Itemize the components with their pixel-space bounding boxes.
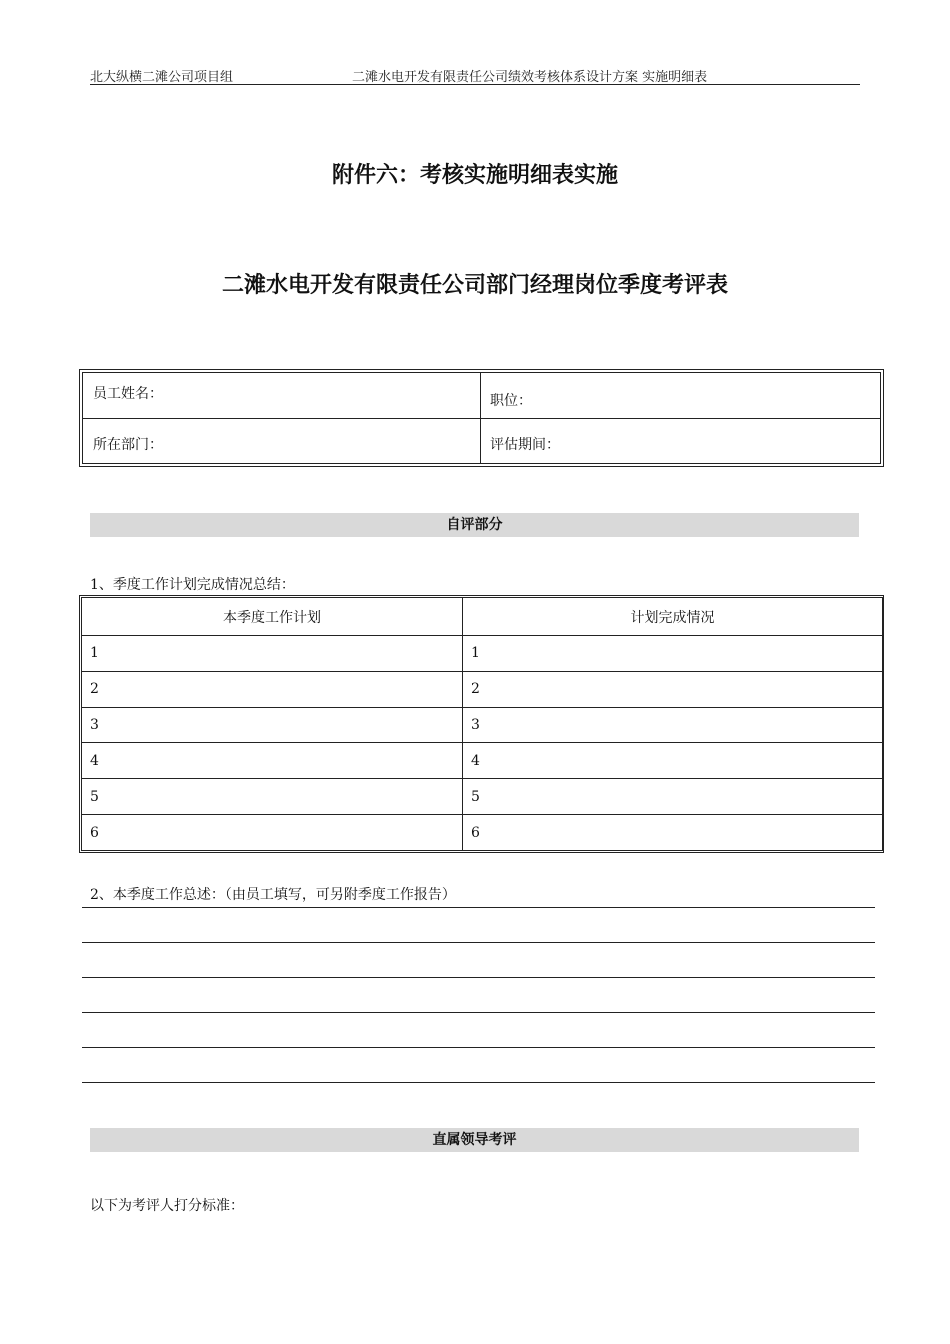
plan-cell: 3	[82, 707, 463, 743]
plan-table	[81, 597, 883, 851]
writing-line	[82, 1082, 875, 1083]
page-header	[90, 64, 860, 85]
writing-line	[82, 1012, 875, 1013]
completion-cell: 2	[463, 671, 883, 707]
evaluation-period-label: 评估期间：	[490, 437, 560, 453]
completion-cell: 1	[463, 636, 883, 672]
plan-cell: 5	[82, 779, 463, 815]
table-row	[82, 671, 883, 707]
employee-info-table	[79, 369, 884, 467]
plan-cell: 4	[82, 743, 463, 779]
page-title: 附件六：考核实施明细表实施	[331, 163, 618, 188]
position-label: 职位：	[490, 393, 532, 409]
table-row	[82, 707, 883, 743]
department-label: 所在部门：	[93, 437, 163, 453]
plan-cell: 2	[82, 671, 463, 707]
table-row	[82, 815, 883, 851]
work-summary-heading: 2、本季度工作总述：（由员工填写，可另附季度工作报告）	[90, 887, 456, 903]
writing-line	[82, 977, 875, 978]
completion-cell: 6	[463, 815, 883, 851]
plan-cell: 6	[82, 815, 463, 851]
table-row	[82, 743, 883, 779]
header-right: 二滩水电开发有限责任公司绩效考核体系设计方案 实施明细表	[352, 70, 708, 85]
plan-table-frame	[79, 595, 884, 853]
table-row	[82, 636, 883, 672]
writing-line	[82, 907, 875, 908]
plan-header: 本季度工作计划	[82, 598, 463, 636]
form-title: 二滩水电开发有限责任公司部门经理岗位季度考评表	[221, 273, 728, 298]
header-left: 北大纵横二滩公司项目组	[90, 70, 234, 85]
writing-line	[82, 942, 875, 943]
writing-line	[82, 1047, 875, 1048]
scoring-criteria-intro: 以下为考评人打分标准：	[90, 1198, 244, 1214]
plan-cell: 1	[82, 636, 463, 672]
completion-cell: 3	[463, 707, 883, 743]
leader-eval-bar: 直属领导考评	[90, 1128, 859, 1152]
completion-cell: 4	[463, 743, 883, 779]
employee-name-label: 员工姓名：	[93, 386, 163, 402]
table-row	[82, 779, 883, 815]
completion-cell: 5	[463, 779, 883, 815]
completion-header: 计划完成情况	[463, 598, 883, 636]
plan-summary-heading: 1、季度工作计划完成情况总结：	[90, 577, 295, 593]
self-eval-bar: 自评部分	[90, 513, 859, 537]
